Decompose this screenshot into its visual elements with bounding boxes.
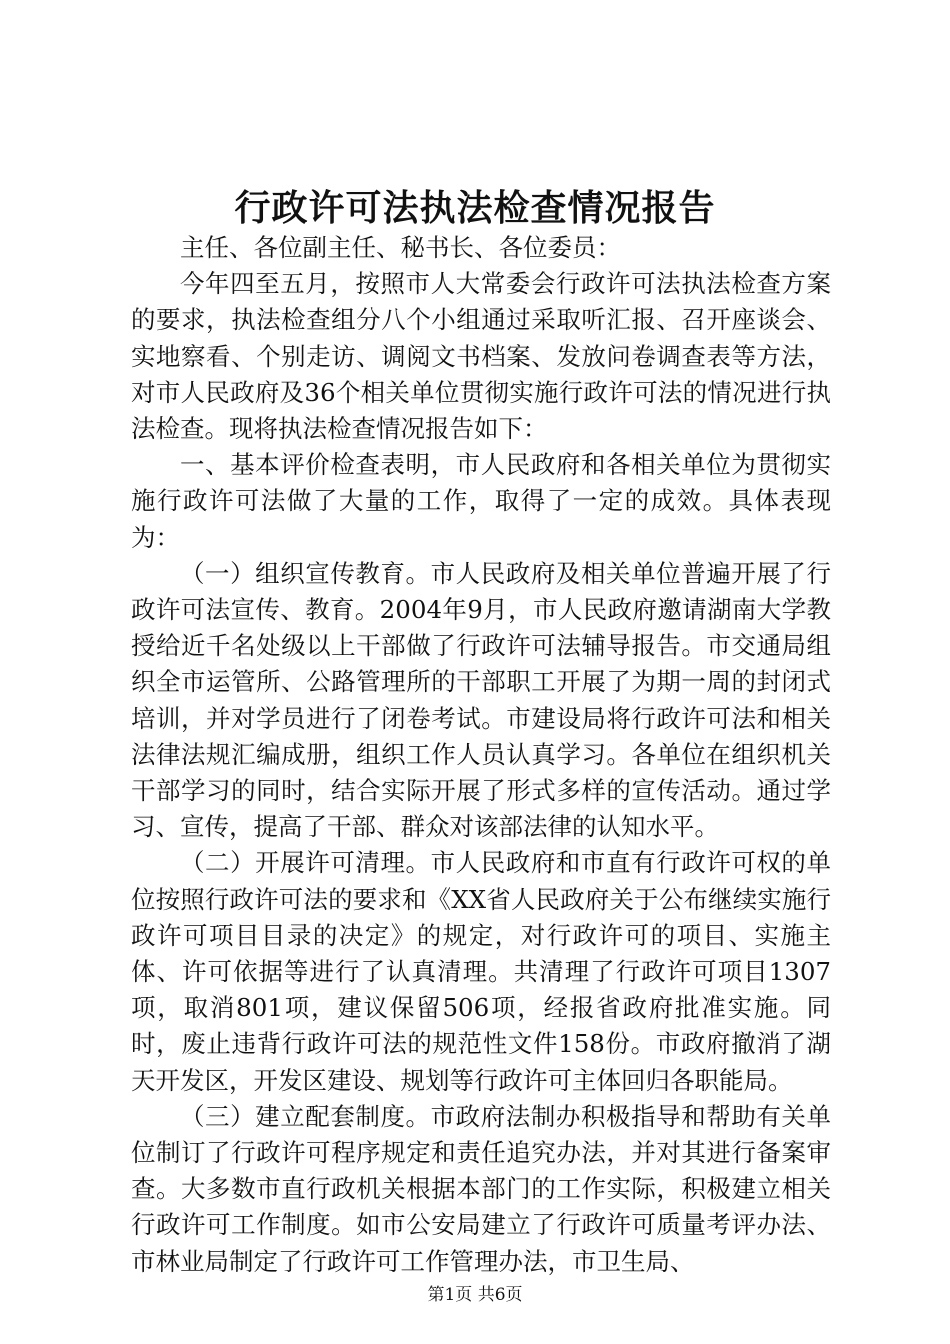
page-number-footer: 第1页 共6页 [427,1285,523,1305]
subsection-two-paragraph: （二）开展许可清理。市人民政府和市直有行政许可权的单位按照行政许可法的要求和《XX省人民政府关于公布继续实施行政许可项目目录的决定》的规定，对行政许可的项目、实施主体、许可依据等进行了认真清理。共清理了行政许可项目1307项，取消801项，建议保留506项，经报省政府批准实施。同时，废止违背行政许可法的规范性文件158份。市政府撤消了湖天开发区，开发区建设、规划等行政许可主体回归各职能局。 [131,848,831,1095]
subsection-one-paragraph: （一）组织宣传教育。市人民政府及相关单位普遍开展了行政许可法宣传、教育。2004年9月，市人民政府邀请湖南大学教授给近千名处级以上干部做了行政许可法辅导报告。市交通局组织全市运管所、公路管理所的干部职工开展了为期一周的封闭式培训，并对学员进行了闭卷考试。市建设局将行政许可法和相关法律法规汇编成册，组织工作人员认真学习。各单位在组织机关干部学习的同时，结合实际开展了形式多样的宣传活动。通过学习、宣传，提高了干部、群众对该部法律的认知水平。 [131,558,831,842]
intro-paragraph: 今年四至五月，按照市人大常委会行政许可法执法检查方案的要求，执法检查组分八个小组通过采取听汇报、召开座谈会、实地察看、个别走访、调阅文书档案、发放问卷调查表等方法，对市人民政府及36个相关单位贯彻实施行政许可法的情况进行执法检查。现将执法检查情况报告如下： [131,269,831,444]
salutation-paragraph: 主任、各位副主任、秘书长、各位委员： [180,233,621,262]
document-body [131,230,831,1280]
subsection-three-paragraph: （三）建立配套制度。市政府法制办积极指导和帮助有关单位制订了行政许可程序规定和责任追究办法，并对其进行备案审查。大多数市直行政机关根据本部门的工作实际，积极建立相关行政许可工作制度。如市公安局建立了行政许可质量考评办法、市林业局制定了行政许可工作管理办法，市卫生局、 [131,1101,831,1276]
section-one-paragraph: 一、基本评价检查表明，市人民政府和各相关单位为贯彻实施行政许可法做了大量的工作，取得了一定的成效。具体表现为： [131,450,831,552]
document-title: 行政许可法执法检查情况报告 [234,187,716,229]
